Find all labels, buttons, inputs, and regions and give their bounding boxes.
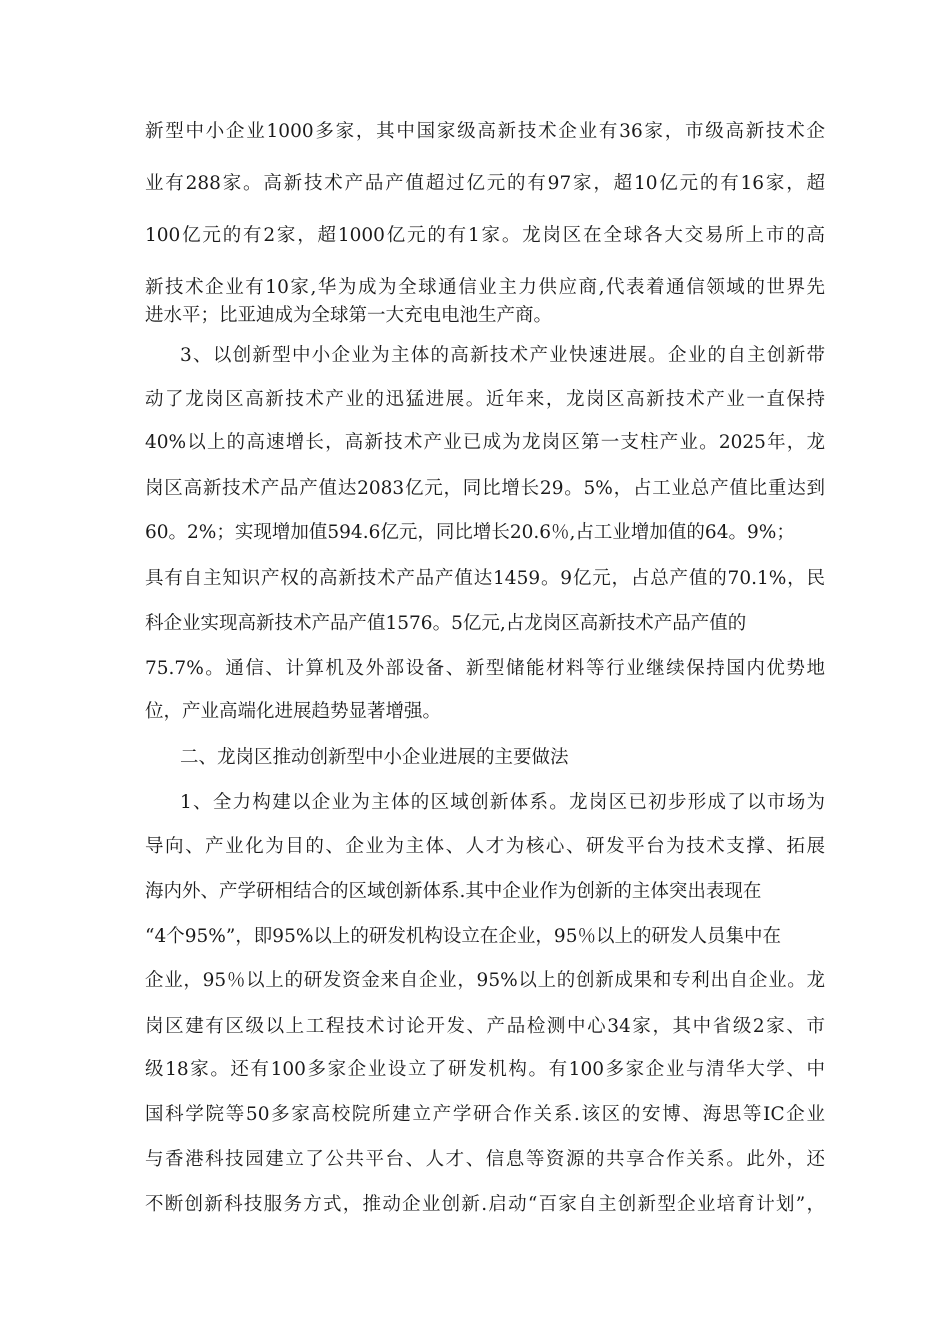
text-line: 级18家。还有100多家企业设立了研发机构。有100多家企业与清华大学、中 [145, 1059, 825, 1080]
text-line: 业有288家。高新技术产品产值超过亿元的有97家，超10亿元的有16家，超 [145, 173, 825, 194]
section-heading: 二、龙岗区推动创新型中小企业进展的主要做法 [180, 747, 569, 768]
text-line: 不断创新科技服务方式，推动企业创新.启动“百家自主创新型企业培育计划”， [145, 1194, 825, 1215]
paragraph-start-line: 1、全力构建以企业为主体的区域创新体系。龙岗区已初步形成了以市场为 [180, 792, 825, 813]
text-line: 60。2%；实现增加值594.6亿元，同比增长20.6％,占工业增加值的64。9%； [145, 522, 795, 543]
text-line: 企业，95％以上的研发资金来自企业，95%以上的创新成果和专利出自企业。龙 [145, 970, 825, 991]
text-line: 岗区高新技术产品产值达2083亿元，同比增长29。5%，占工业总产值比重达到 [145, 478, 825, 499]
text-line: 100亿元的有2家，超1000亿元的有1家。龙岗区在全球各大交易所上市的高 [145, 225, 825, 246]
text-line: 岗区建有区级以上工程技术讨论开发、产品检测中心34家，其中省级2家、市 [145, 1016, 825, 1037]
text-line: 导向、产业化为目的、企业为主体、人才为核心、研发平台为技术支撑、拓展 [145, 836, 825, 857]
text-line: 进水平；比亚迪成为全球第一大充电电池生产商。 [145, 305, 553, 326]
text-line: 国科学院等50多家高校院所建立产学研合作关系.该区的安博、海思等IC企业 [145, 1104, 825, 1125]
text-line: 新技术企业有10家,华为成为全球通信业主力供应商,代表着通信领域的世界先 [145, 277, 825, 298]
text-line: 40%以上的高速增长，高新技术产业已成为龙岗区第一支柱产业。2025年，龙 [145, 432, 825, 453]
text-line: 动了龙岗区高新技术产业的迅猛进展。近年来，龙岗区高新技术产业一直保持 [145, 389, 825, 410]
text-line: 与香港科技园建立了公共平台、人才、信息等资源的共享合作关系。此外，还 [145, 1149, 825, 1170]
text-line: 海内外、产学研相结合的区域创新体系.其中企业作为创新的主体突出表现在 [145, 881, 762, 902]
text-line: 具有自主知识产权的高新技术产品产值达1459。9亿元，占总产值的70.1%，民 [145, 568, 825, 589]
text-line: 位，产业高端化进展趋势显著增强。 [145, 701, 442, 722]
text-line: 75.7%。通信、计算机及外部设备、新型储能材料等行业继续保持国内优势地 [145, 658, 825, 679]
paragraph-start-line: 3、以创新型中小企业为主体的高新技术产业快速进展。企业的自主创新带 [180, 345, 825, 366]
text-line: 新型中小企业1000多家，其中国家级高新技术企业有36家，市级高新技术企 [145, 121, 825, 142]
text-line: “4个95%”，即95%以上的研发机构设立在企业，95％以上的研发人员集中在 [145, 926, 781, 947]
text-line: 科企业实现高新技术产品产值1576。5亿元,占龙岗区高新技术产品产值的 [145, 613, 747, 634]
